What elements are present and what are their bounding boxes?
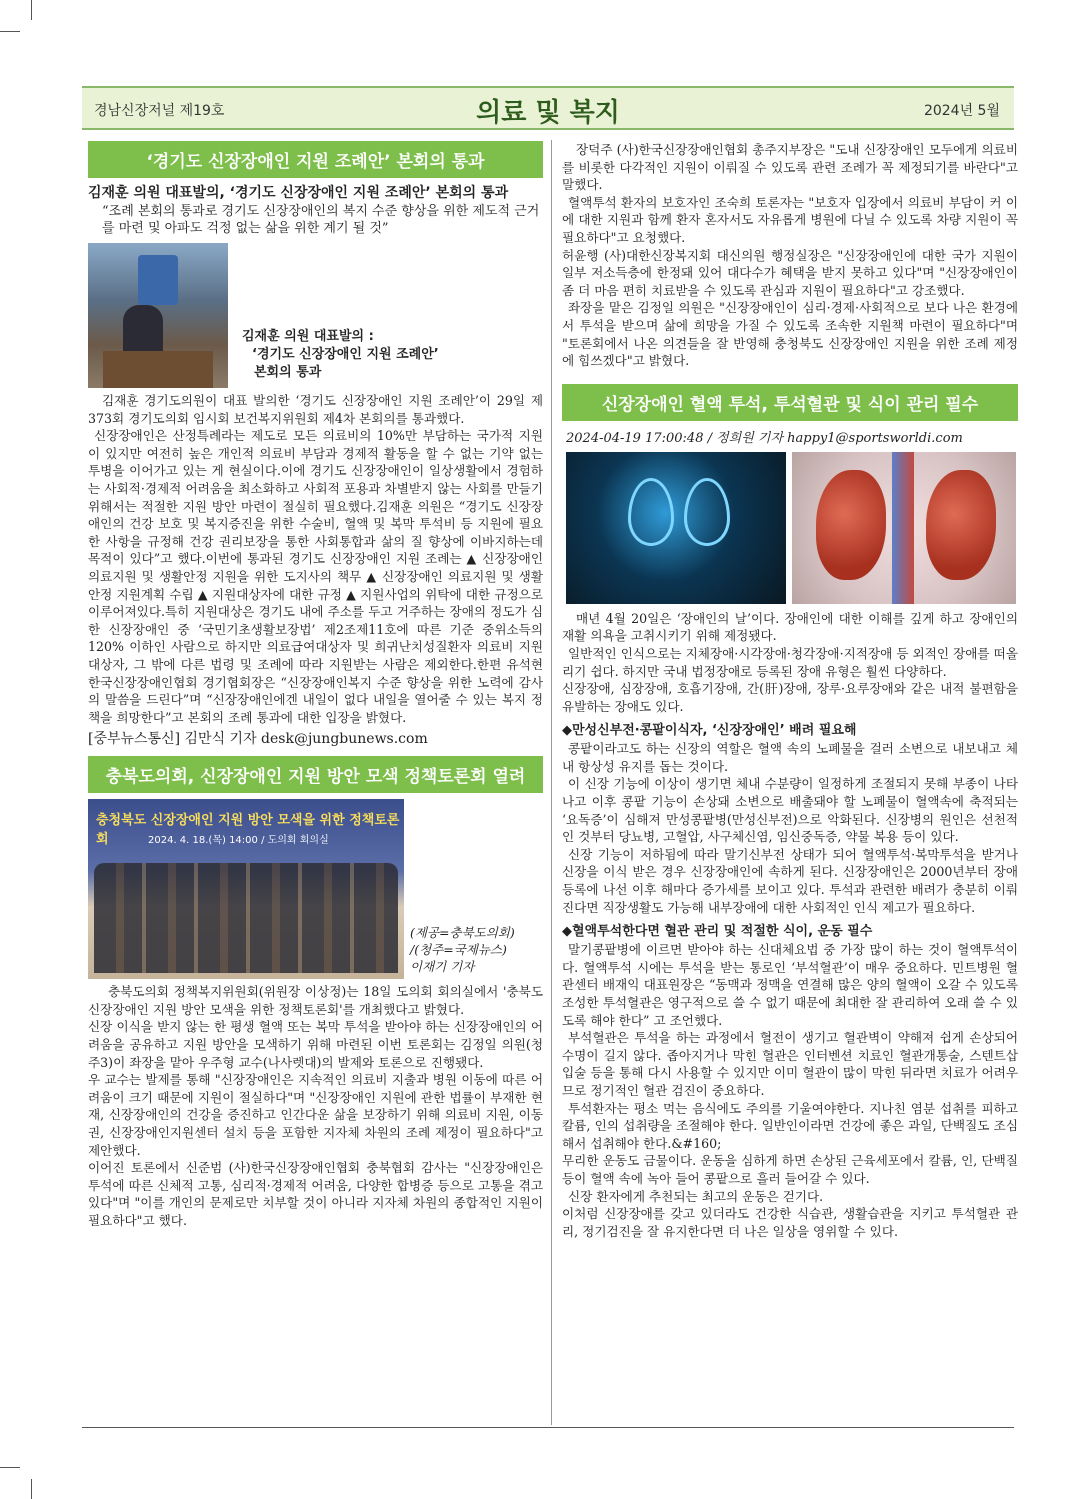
article1-quote: “조례 본회의 통과로 경기도 신장장애인의 복지 수준 향상을 위한 제도적 근거를 마련 및 아파도 걱정 없는 삶을 위한 계기 될 것” xyxy=(102,204,540,236)
caption-line: /(청주=국제뉴스) xyxy=(410,942,507,958)
left-column xyxy=(88,141,543,1230)
article2-paragraph: 신장 이식을 받지 않는 한 평생 혈액 또는 복막 투석을 받아야 하는 신장장애인의 어려움을 공유하고 지원 방안을 모색하기 위해 마련된 이번 토론회는 김정일 의원(청주3)이 좌장을 맡아 우주형 교수(나사렛대)의 발제와 토론으로 진행됐다. xyxy=(88,1019,543,1070)
vessel-shape xyxy=(892,452,914,604)
right-column xyxy=(562,141,1018,1240)
article1-credit: [중부뉴스통신] 김만식 기자 desk@jungbunews.com xyxy=(88,731,428,748)
article3-paragraph: 일반적인 인식으로는 지체장애·시각장애·청각장애·지적장애 등 외적인 장애를 떠올리기 쉽다. 하지만 국내 법정장애로 등록된 장애 유형은 훨씬 다양하다. xyxy=(562,645,1018,679)
article3-paragraph: 투석환자는 평소 먹는 음식에도 주의를 기울여야한다. 지나친 염분 섭취를 피하고 칼륨, 인의 섭취량을 조절해야 한다. 일반인이라면 건강에 좋은 과일, 단백질도 조심해서 섭취해야 한다.&#160; xyxy=(562,1100,1018,1151)
kidney-anatomy-image xyxy=(792,452,1016,604)
article1-paragraph: 신장장애인은 산정특례라는 제도로 모든 의료비의 10%만 부담하는 국가적 지원이 있지만 여전히 높은 개인적 의료비 부담과 경제적 활동을 할 수 없는 기약 없는 투병을 이어가고 있는 게 현실이다.이에 경기도 신장장애인이 일상생활에서 경험하는 사회적·경제적 어려움을 최소화하고 사회적 포용과 차별받지 않는 사회를 만들기 위해서는 적절한 지원 방안 마련이 절실히 필요했다.김재훈 의원은 “경기도 신장장애인의 건강 보호 및 복지증진을 위한 수술비, 혈액 및 복막 투석비 등 지원에 필요한 사항을 규정해 건강 권리보장을 통한 사회통합과 삶의 질 향상에 이바지하는데 목적이 있다”고 했다.이번에 통과된 경기도 신장장애인 지원 조례는 ▲ 신장장애인 의료지원 및 생활안정 지원을 위한 도지사의 책무 ▲ 신장장애인 의료지원 및 생활안정 지원계획 수립 ▲ 지원대상자에 대한 규정 ▲ 지원사업의 위탁에 대한 규정으로 이루어져있다.특히 지원대상은 경기도 내에 주소를 두고 거주하는 장애의 정도가 심한 신장장애인 중 ‘국민기초생활보장법’ 제2조제11호에 따른 기준 중위소득의 120% 이하인 사람으로 하지만 의료급여대상자 및 희귀난치성질환자 의료비 지원대상자, 그 밖에 다른 법령 및 조례에 따라 지원받는 사람은 제외한다.한편 유석현 한국신장장애인협회 경기협회장은 “신장장애인복지 수준 향상을 위한 노력에 감사의 말씀을 드린다”며 “신장장애인에겐 내일이 없다 내일을 열어줄 수 있는 복지 정책을 희망한다”고 본회의 조례 통과에 대한 입장을 밝혔다. xyxy=(88,428,543,725)
caption-line: 김재훈 의원 대표발의 : xyxy=(242,329,374,344)
article3-banner: 신장장애인 혈액 투석, 투석혈관 및 식이 관리 필수 xyxy=(562,384,1018,421)
lawmaker-photo xyxy=(88,243,228,388)
bottom-rule xyxy=(82,1427,1014,1428)
crop-mark xyxy=(0,1467,20,1468)
article2-cont-paragraph: 좌장을 맡은 김정일 의원은 "신장장애인이 심리·경제·사회적으로 보다 나은 환경에서 투석을 받으며 삶에 희망을 가질 수 있도록 조속한 지원책 마련이 필요하다"며 "토론회에서 나온 의견들을 잘 반영해 충청북도 신장장애인 지원을 위한 조례 제정에 힘쓰겠다"고 밝혔다. xyxy=(562,300,1018,369)
crop-mark xyxy=(31,0,32,20)
page-header xyxy=(82,86,1014,130)
article2-cont-paragraph: 혈액투석 환자의 보호자인 조숙희 토론자는 "보호자 입장에서 의료비 부담이 커 이에 대한 지원과 함께 환자 혼자서도 자유롭게 병원에 다닐 수 있도록 차량 지원이 꼭 필요하다"고 요청했다. xyxy=(562,194,1018,245)
forum-photo-subtitle: 2024. 4. 18.(목) 14:00 / 도의회 회의실 xyxy=(148,835,329,847)
article2-paragraph: 충북도의회 정책복지위원회(위원장 이상정)는 18일 도의회 회의실에서 '충북도 신장장애인 지원 방안 모색을 위한 정책토론회'를 개최했다고 밝혔다. xyxy=(88,984,543,1017)
kidney-shape xyxy=(628,478,674,546)
column-divider xyxy=(551,140,552,1425)
article2-banner: 충북도의회, 신장장애인 지원 방안 모색 정책토론회 열려 xyxy=(88,756,543,793)
article3-paragraph: 말기콩팥병에 이르면 받아야 하는 신대체요법 중 가장 많이 하는 것이 혈액투석이다. 혈액투석 시에는 투석을 받는 통로인 ‘부석혈관’이 매우 중요하다. 민트병원 혈관센터 배재익 대표원장은 “동맥과 정맥을 연결해 많은 양의 혈액이 오갈 수 있도록 조성한 투석혈관은 영구적으로 쓸 수 없기 때문에 최대한 잘 관리하여 오래 쓸 수 있도록 해야 한다” 고 조언했다. xyxy=(562,942,1018,1028)
kidney-images xyxy=(566,452,1018,604)
article2-paragraph: 이어진 토론에서 신준범 (사)한국신장장애인협회 충북협회 감사는 "신장장애인은 투석에 따른 신체적 고통, 심리적·경제적 어려움, 다양한 합병증 등으로 고통을 겪고 있다"며 "이를 개인의 문제로만 치부할 것이 아니라 지자체 차원의 종합적인 지원이 필요하다"고 했다. xyxy=(88,1160,543,1228)
article3-dateline: 2024-04-19 17:00:48 / 정희원 기자 happy1@sportsworldi.com xyxy=(566,430,963,446)
article1-subtitle: 김재훈 의원 대표발의, ‘경기도 신장장애인 지원 조례안’ 본회의 통과 xyxy=(88,185,509,201)
podium-image xyxy=(103,351,213,388)
forum-group-photo xyxy=(88,799,404,979)
forum-photo-title: 충청북도 신장장애인 지원 방안 모색을 위한 정책토론회 xyxy=(96,813,400,848)
caption-line: 이재기 기자 xyxy=(410,959,475,975)
article2-photo-row xyxy=(88,799,543,979)
article2-cont-paragraph: 장덕주 (사)한국신장장애인협회 총주지부장은 "도내 신장장애인 모두에게 의료비를 비롯한 다각적인 지원이 이뤄질 수 있도록 관련 조례가 꼭 제정되기를 바란다"고 말했다. xyxy=(562,142,1018,193)
article3-subhead: ◆만성신부전·콩팥이식자, ‘신장장애인’ 배려 필요해 xyxy=(562,723,857,739)
article3-paragraph: 무리한 운동도 금물이다. 운동을 심하게 하면 손상된 근육세포에서 칼륨, 인, 단백질 등이 혈액 속에 녹아 들어 콩팥으로 흘러 들어갈 수 있다. xyxy=(562,1153,1018,1186)
caption-line: ‘경기도 신장장애인 지원 조례안’ xyxy=(252,347,439,362)
article1-photo-row xyxy=(88,243,543,388)
kidney-hologram-image xyxy=(566,452,786,604)
caption-line: 본회의 통과 xyxy=(254,365,322,380)
article1-photo-caption xyxy=(242,328,439,382)
article3-paragraph: 매년 4월 20일은 ‘장애인의 날’이다. 장애인에 대한 이해를 깊게 하고 장애인의 재활 의욕을 고취시키기 위해 제정됐다. xyxy=(562,610,1018,644)
crop-mark xyxy=(0,31,20,32)
article1-paragraph: 김재훈 경기도의원이 대표 발의한 ‘경기도 신장장애인 지원 조례안’이 29일 제373회 경기도의회 임시회 보건복지위원회 제4차 본회의를 통과했다. xyxy=(88,393,543,426)
article3-paragraph: 신장 기능이 저하됨에 따라 말기신부전 상태가 되어 혈액투석·복막투석을 받거나 신장을 이식 받은 경우 신장장애인에 속하게 된다. 신장장애인은 2000년부터 장애등록에 나선 이후 해마다 증가세를 보이고 있다. 투석과 관련한 배려가 충분히 이뤄진다면 직장생활도 가능해 내부장애에 대한 사회적인 인식 제고가 필요하다. xyxy=(562,846,1018,915)
crowd-image xyxy=(94,863,398,973)
article3-paragraph: 이처럼 신장장애를 갖고 있더라도 건강한 식습관, 생활습관을 지키고 투석혈관 관리, 정기검진을 잘 유지한다면 더 나은 일상을 영위할 수 있다. xyxy=(562,1206,1018,1239)
article3-subhead: ◆혈액투석한다면 혈관 관리 및 적절한 식이, 운동 필수 xyxy=(562,924,873,940)
article3-paragraph: 콩팥이라고도 하는 신장의 역할은 혈액 속의 노폐물을 걸러 소변으로 내보내고 체내 항상성 유지를 돕는 것이다. xyxy=(562,741,1018,774)
article2-photo-caption xyxy=(410,924,515,975)
article3-paragraph: 신장 환자에게 추천되는 최고의 운동은 걷기다. xyxy=(568,1188,824,1204)
article3-paragraph: 신장장애, 심장장애, 호흡기장애, 간(肝)장애, 장루·요루장애와 같은 내적 불편함을 유발하는 장애도 있다. xyxy=(562,681,1018,714)
kidney-shape xyxy=(926,470,996,580)
crop-mark xyxy=(31,1479,32,1499)
flag-image xyxy=(138,255,178,305)
caption-line: (제공=충북도의회) xyxy=(410,925,515,941)
issue-date: 2024년 5월 xyxy=(923,103,1000,119)
kidney-shape xyxy=(816,470,886,580)
section-title: 의료 및 복지 xyxy=(476,98,620,128)
article3-paragraph: 부석혈관은 투석을 하는 과정에서 혈전이 생기고 혈관벽이 약해져 쉽게 손상되어 수명이 길지 않다. 좁아지거나 막힌 혈관은 인터벤션 치료인 혈관개통술, 스텐트삽입술 등을 통해 다시 사용할 수 있지만 이미 혈관이 많이 막힌 뒤라면 치료가 어려우므로 정기적인 혈관 검진이 중요하다. xyxy=(562,1030,1018,1098)
kidney-shape xyxy=(684,478,730,546)
article1-banner: ‘경기도 신장장애인 지원 조례안’ 본회의 통과 xyxy=(88,141,543,178)
article2-paragraph: 우 교수는 발제를 통해 "신장장애인은 지속적인 의료비 지출과 병원 이동에 따른 어려움이 크기 때문에 지원이 절실하다"며 "신장장애인 지원에 관한 법률이 부재한 현재, 신장장애인의 건강을 증진하고 인간다운 삶을 보장하기 위해 의료비 지원, 이동권, 신장장애인지원센터 설치 등을 포함한 지자체 차원의 조례 제정이 필요하다"고 제안했다. xyxy=(88,1072,543,1158)
journal-issue: 경남신장저널 제19호 xyxy=(94,103,225,119)
article2-cont-paragraph: 허윤행 (사)대한신장복지회 대신의원 행정실장은 "신장장애인에 대한 국가 지원이 일부 저소득층에 한정돼 있어 대다수가 혜택을 받지 못하고 있다"며 "신장장애인이 좀 더 마음 편히 치료받을 수 있도록 관심과 지원이 필요하다"고 강조했다. xyxy=(562,247,1018,298)
article3-paragraph: 이 신장 기능에 이상이 생기면 체내 수분량이 일정하게 조절되지 못해 부종이 나타나고 이후 콩팥 기능이 손상돼 소변으로 배출돼야 할 노폐물이 혈액속에 축적되는 ‘요독증’이 심해져 만성콩팥병(만성신부전)으로 악화된다. 신장병의 원인은 선천적인 것부터 당뇨병, 고혈압, 사구체신염, 임신중독증, 약물 복용 등이 있다. xyxy=(562,776,1018,845)
